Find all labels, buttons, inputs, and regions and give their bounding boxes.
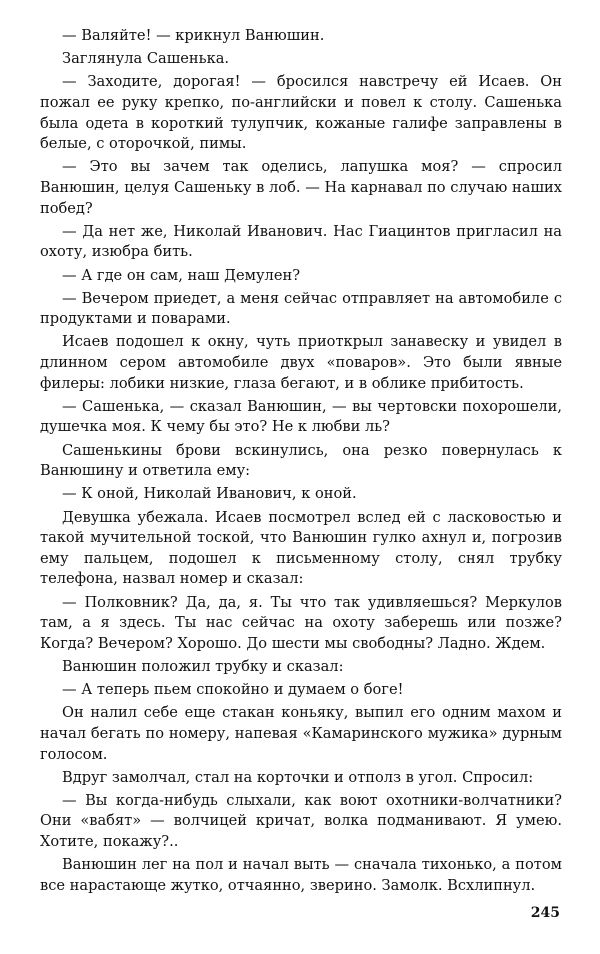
paragraph: — К оной, Николай Иванович, к оной. xyxy=(62,485,357,503)
paragraph: — Вечером приедет, а меня сейчас отправляет на автомобиле с продуктами и поварами. xyxy=(40,289,562,328)
paragraph: Исаев подошел к окну, чуть приоткрыл занавеску и увидел в длинном сером автомобиле двух «поваров». Это были явные филеры: лобики низкие, глаза бегают, и в облике прибитость. xyxy=(40,333,562,392)
paragraph: — Это вы зачем так оделись, лапушка моя? — спросил Ванюшин, целуя Сашеньку в лоб. — На карнавал по случаю наших побед? xyxy=(40,158,562,217)
paragraph: — А теперь пьем спокойно и думаем о боге! xyxy=(62,681,404,699)
book-page-text xyxy=(40,26,562,899)
paragraph: Ванюшин положил трубку и сказал: xyxy=(62,657,344,675)
paragraph: Вдруг замолчал, стал на корточки и отполз в угол. Спросил: xyxy=(62,768,534,786)
paragraph: Девушка убежала. Исаев посмотрел вслед ей с ласковостью и такой мучительной тоской, что Ванюшин гулко ахнул и, погрозив ему пальцем, подошел к письменному столу, снял трубку телефона, назвал номер и сказал: xyxy=(40,508,562,588)
paragraph: — Вы когда-нибудь слыхали, как воют охотники-волчатники? Они «вабят» — волчицей кричат, волка подманивают. Я умею. Хотите, покажу?.. xyxy=(40,791,562,851)
paragraph: Ванюшин лег на пол и начал выть — сначала тихонько, а потом все нарастающе жутко, отчаянно, зверино. Замолк. Всхлипнул. xyxy=(40,856,562,894)
paragraph: Сашенькины брови вскинулись, она резко повернулась к Ванюшину и ответила ему: xyxy=(40,441,562,480)
paragraph: — Заходите, дорогая! — бросился навстречу ей Исаев. Он пожал ее руку крепко, по-английски и повел к столу. Сашенька была одета в короткий тулупчик, кожаные галифе заправлены в белые, с оторочкой, пимы. xyxy=(40,73,562,153)
paragraph: — Сашенька, — сказал Ванюшин, — вы чертовски похорошели, душечка моя. К чему бы это? Не к любви ль? xyxy=(40,397,562,436)
paragraph: — Да нет же, Николай Иванович. Нас Гиацинтов пригласил на охоту, изюбра бить. xyxy=(40,222,562,261)
paragraph: — Валяйте! — крикнул Ванюшин. xyxy=(62,27,325,44)
paragraph: Заглянула Сашенька. xyxy=(62,50,230,68)
paragraph: Он налил себе еще стакан коньяку, выпил его одним махом и начал бегать по номеру, напевая «Камаринского мужика» дурным голосом. xyxy=(40,704,562,763)
page-number: 245 xyxy=(530,905,560,921)
paragraph: — Полковник? Да, да, я. Ты что так удивляешься? Меркулов там, а я здесь. Ты нас сейчас на охоту заберешь или позже? Когда? Вечером? Хорошо. До шести мы свободны? Ладно. Ждем. xyxy=(40,593,562,652)
paragraph: — А где он сам, наш Демулен? xyxy=(62,266,301,284)
